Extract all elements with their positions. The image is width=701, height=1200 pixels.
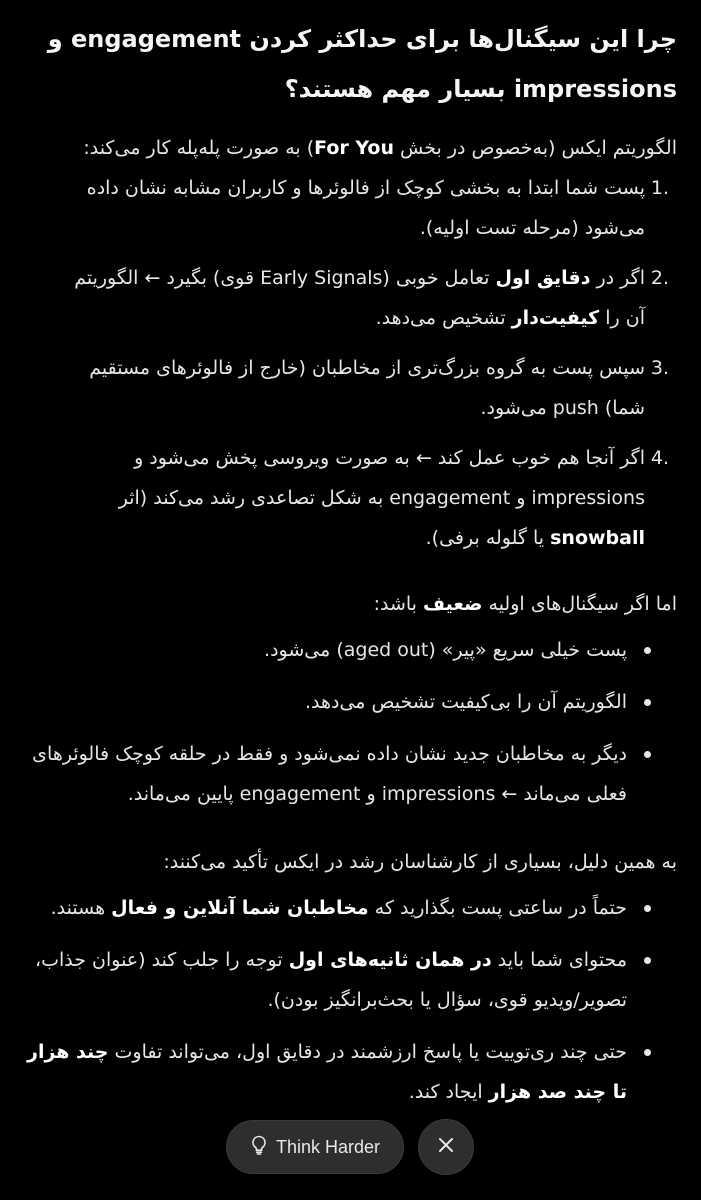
bullet-text: الگوریتم آن را بی‌کیفیت تشخیص می‌دهد. [304, 691, 627, 713]
step-text: سپس پست به گروه بزرگ‌تری از مخاطبان (خارج از فالوئرهای مستقیم شما) push می‌شود. [89, 357, 645, 419]
intro-bold: For You [314, 137, 394, 159]
step-text: اگر آنجا هم خوب عمل کند ← به صورت ویروسی پخش می‌شود و impressions و engagement به شکل تصاعدی رشد می‌کند (اثر [118, 447, 645, 509]
bullet-dot [644, 1049, 651, 1056]
step-item [22, 258, 677, 338]
weak-text-end: باشد: [373, 593, 423, 615]
heading-line-2: impressions بسیار مهم هستند؟ [284, 75, 677, 103]
bullet-dot [644, 647, 651, 654]
step-number: 1. [650, 177, 669, 199]
think-harder-label: Think Harder [275, 1136, 381, 1157]
experts-paragraph: به همین دلیل، بسیاری از کارشناسان رشد در ایکس تأکید می‌کنند: [163, 851, 677, 873]
weak-bold: ضعیف [423, 593, 483, 615]
bullet-item [22, 940, 677, 1020]
step-bold: snowball [550, 527, 645, 549]
bullet-text: پست خیلی سریع «پیر» (aged out) می‌شود. [264, 639, 627, 661]
bullet-dot [644, 751, 651, 758]
step-text: پست شما ابتدا به بخشی کوچک از فالوئرها و کاربران مشابه نشان داده می‌شود (مرحله تست اولیه). [86, 177, 645, 239]
steps-list [22, 168, 677, 558]
experts-list [22, 888, 677, 1112]
intro-paragraph [22, 128, 677, 168]
bullet-dot [644, 957, 651, 964]
bullet-bold: در همان ثانیه‌های اول [288, 949, 492, 971]
bullet-text: دیگر به مخاطبان جدید نشان داده نمی‌شود و فقط در حلقه کوچک فالوئرهای فعلی می‌ماند ← impressions و engagement پایین می‌ماند. [32, 743, 627, 805]
close-icon [438, 1137, 454, 1157]
bullet-bold: مخاطبان شما آنلاین و فعال [111, 897, 369, 919]
step-item [22, 348, 677, 428]
bullet-item [22, 682, 677, 722]
bullet-text: حتی چند ری‌توییت یا پاسخ ارزشمند در دقایق اول، می‌تواند تفاوت [108, 1041, 627, 1063]
bullet-item [22, 630, 677, 670]
weak-text: اما اگر سیگنال‌های اولیه [482, 593, 677, 615]
step-number: 2. [650, 267, 669, 289]
step-text: تشخیص می‌دهد. [375, 307, 512, 329]
bullet-item [22, 734, 677, 814]
bullet-dot [644, 905, 651, 912]
step-text: تعامل خوبی (Early Signals قوی) بگیرد ← الگوریتم آن را [74, 267, 645, 329]
weak-signals-paragraph [22, 584, 677, 624]
think-harder-button[interactable] [226, 1120, 404, 1174]
step-item [22, 168, 677, 248]
step-item [22, 438, 677, 558]
bullet-text: محتوای شما باید [491, 949, 627, 971]
weak-signals-list [22, 630, 677, 814]
step-text: یا گلوله برفی). [425, 527, 551, 549]
floating-action-bar [226, 1119, 474, 1175]
step-number: 3. [650, 357, 669, 379]
section-heading [22, 14, 677, 114]
step-number: 4. [650, 447, 669, 469]
bullet-item [22, 1032, 677, 1112]
step-text: اگر در [590, 267, 645, 289]
bullet-text: ایجاد کند. [408, 1081, 489, 1103]
close-button[interactable] [418, 1119, 474, 1175]
bullet-text: حتماً در ساعتی پست بگذارید که [368, 897, 627, 919]
step-bold: دقایق اول [495, 267, 591, 289]
bullet-text: هستند. [50, 897, 112, 919]
bullet-text: توجه را جلب کند (عنوان جذاب، تصویر/ویدیو قوی، سؤال یا بحث‌برانگیز بودن). [34, 949, 627, 1011]
bullet-bold: چند هزار تا چند صد هزار [27, 1041, 627, 1103]
heading-line-1: چرا این سیگنال‌ها برای حداکثر کردن engagement و [47, 25, 677, 53]
bullet-dot [644, 699, 651, 706]
bullet-item [22, 888, 677, 928]
intro-text: الگوریتم ایکس (به‌خصوص در بخش [393, 137, 677, 159]
intro-text-end: ) به صورت پله‌پله کار می‌کند: [83, 137, 315, 159]
lightbulb-icon [250, 1135, 268, 1159]
step-bold: کیفیت‌دار [511, 307, 600, 329]
